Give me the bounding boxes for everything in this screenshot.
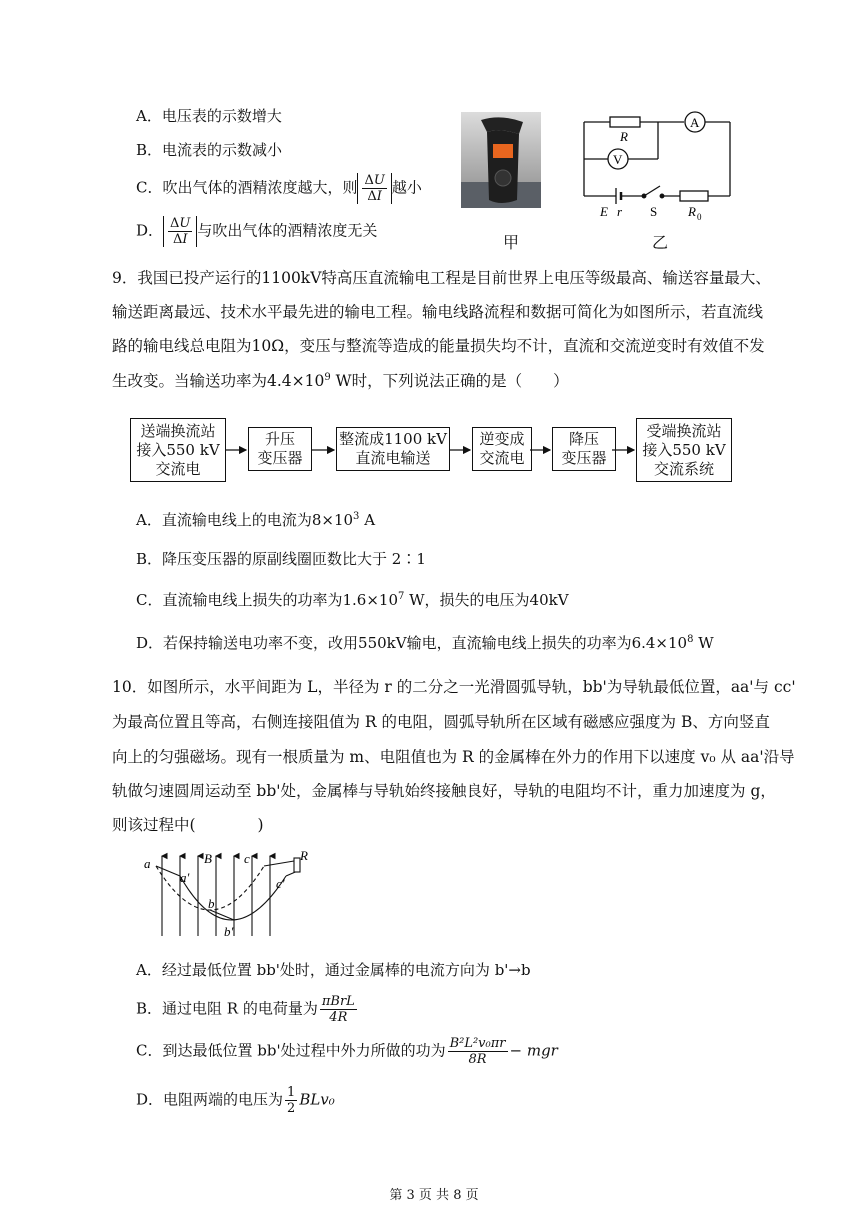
rail-label-b: b	[208, 896, 215, 911]
fraction-charge	[320, 994, 357, 1025]
circuit-label-r-internal: r	[617, 204, 623, 219]
page-footer: 第 3 页 共 8 页	[389, 1188, 479, 1203]
q8-option-d	[136, 216, 377, 247]
flow-box-rectify-dc: 整流成1100 kV 直流电输送	[336, 427, 450, 471]
q10-option-c-text: C．到达最低位置 bb'处过程中外力所做的功为	[136, 1041, 446, 1060]
q10-stem-line1: 10．如图所示，水平间距为 L，半径为 r 的二分之一光滑圆弧导轨，bb'为导轨最低位置，aa'与 cc'	[112, 678, 796, 696]
breathalyzer-photo	[461, 112, 541, 208]
q8-option-a: A．电压表的示数增大	[136, 107, 282, 125]
abs-frac-du-di: $\frac{\Delta U}{\Delta I}$	[357, 173, 391, 204]
q9-option-d-unit: W	[693, 634, 714, 652]
rail-label-c: c	[244, 851, 250, 866]
q10-stem-line3: 向上的匀强磁场。现有一根质量为 m、电阻值也为 R 的金属棒在外力的作用下以速度 v₀ 从 aa'沿导	[112, 748, 795, 766]
circuit-diagram	[580, 110, 740, 222]
q10-option-d	[136, 1085, 335, 1116]
q10-option-a: A．经过最低位置 bb'处时，通过金属棒的电流方向为 b'→b	[136, 961, 531, 979]
fraction-charge-num: πBrL	[321, 994, 355, 1009]
q10-option-b	[136, 994, 359, 1025]
q9-stem-line2: 输送距离最远、技术水平最先进的输电工程。输电线路流程和数据可简化为如图所示，若直流线	[112, 303, 764, 321]
circuit-label-r: R	[620, 129, 628, 144]
voltmeter-label: V	[613, 152, 623, 167]
figure-label-jia: 甲	[503, 233, 520, 252]
q10-option-c-tail: − mgr	[509, 1041, 558, 1060]
q8-option-c	[136, 173, 422, 204]
q9-option-c	[136, 589, 569, 610]
q9-option-c-tail: W，损失的电压为40kV	[404, 591, 569, 609]
q9-stem-line3: 路的输电线总电阻为10Ω，变压与整流等造成的能量损失均不计，直流和交流逆变时有效值不发	[112, 337, 765, 355]
fraction-work	[448, 1036, 508, 1067]
circuit-label-r0-sub: 0	[697, 212, 702, 222]
q9-option-a	[136, 509, 375, 530]
rail-label-c-prime: c'	[276, 876, 285, 891]
abs-frac-du-di-d: $\frac{\Delta U}{\Delta I}$	[163, 216, 197, 247]
fraction-charge-den: 4R	[329, 1010, 348, 1025]
q9-option-a-exp: 3	[353, 511, 360, 522]
q9-option-a-unit: A	[359, 511, 376, 529]
fraction-half-den: 2	[287, 1101, 296, 1116]
q9-stem-line4-text: 生改变。当输送功率为4.4×10	[112, 372, 325, 390]
q8-option-d-label: D．	[136, 221, 164, 240]
q10-option-c	[136, 1036, 558, 1067]
q10-stem-line5: 则该过程中( )	[112, 816, 264, 834]
q9-option-a-text: A．直流输电线上的电流为8×10	[136, 511, 354, 529]
q9-option-b: B．降压变压器的原副线圈匝数比大于 2∶1	[136, 550, 426, 568]
q10-stem-line2: 为最高位置且等高，右侧连接阻值为 R 的电阻，圆弧导轨所在区域有磁感应强度为 B、方向竖直	[112, 713, 770, 731]
fraction-work-num: B²L²v₀πr	[449, 1036, 506, 1051]
flow-box-invert-ac: 逆变成 交流电	[472, 427, 532, 471]
q9-stem-line1: 9．我国已投产运行的1100kV特高压直流输电工程是目前世界上电压等级最高、输送容量最大、	[112, 269, 771, 287]
q9-option-d-text: D．若保持输送电功率不变，改用550kV输电，直流输电线上损失的功率为6.4×10	[136, 634, 688, 652]
rail-label-a-prime: a'	[180, 870, 190, 885]
q9-stem-line4-tail: W时，下列说法正确的是（ ）	[330, 372, 569, 390]
q9-option-c-exp: 7	[398, 591, 405, 602]
circuit-label-s: S	[650, 204, 658, 219]
q10-option-d-tail: BLv₀	[299, 1090, 335, 1109]
q8-option-b: B．电流表的示数减小	[136, 141, 283, 159]
q8-option-c-suffix: 越小	[391, 178, 422, 197]
q9-stem-line4	[112, 369, 569, 391]
figure-label-yi: 乙	[652, 233, 669, 252]
circuit-label-e: E	[600, 204, 608, 219]
q10-stem-line4: 轨做匀速圆周运动至 bb'处，金属棒与导轨始终接触良好，导轨的电阻均不计，重力加速度为 g，	[112, 782, 776, 800]
q10-option-d-text: D．电阻两端的电压为	[136, 1090, 284, 1109]
q10-option-b-text: B．通过电阻 R 的电荷量为	[136, 999, 318, 1018]
q9-option-d	[136, 632, 714, 653]
rail-label-b-prime: b'	[224, 924, 234, 938]
circuit-label-r0: R	[688, 204, 696, 219]
q9-option-d-exp: 8	[687, 634, 694, 645]
q8-option-d-text: 与吹出气体的酒精浓度无关	[197, 221, 378, 240]
flow-box-step-up-transformer: 升压 变压器	[248, 427, 312, 471]
rail-label-a: a	[144, 856, 151, 871]
q9-stem-line4-exp: 9	[324, 371, 331, 383]
arc-rail-diagram	[140, 846, 320, 938]
field-label-b: B	[204, 851, 212, 866]
flow-box-receiving-station: 受端换流站 接入550 kV 交流系统	[636, 418, 732, 482]
resistor-label-r: R	[300, 848, 308, 863]
q8-option-c-text: C．吹出气体的酒精浓度越大，则	[136, 178, 358, 197]
flow-box-sending-station: 送端换流站 接入550 kV 交流电	[130, 418, 226, 482]
ammeter-label: A	[690, 115, 700, 130]
flow-box-step-down-transformer: 降压 变压器	[552, 427, 616, 471]
fraction-work-den: 8R	[468, 1052, 487, 1067]
q9-option-c-text: C．直流输电线上损失的功率为1.6×10	[136, 591, 398, 609]
fraction-half-num: 1	[287, 1085, 296, 1100]
fraction-half	[285, 1085, 297, 1116]
